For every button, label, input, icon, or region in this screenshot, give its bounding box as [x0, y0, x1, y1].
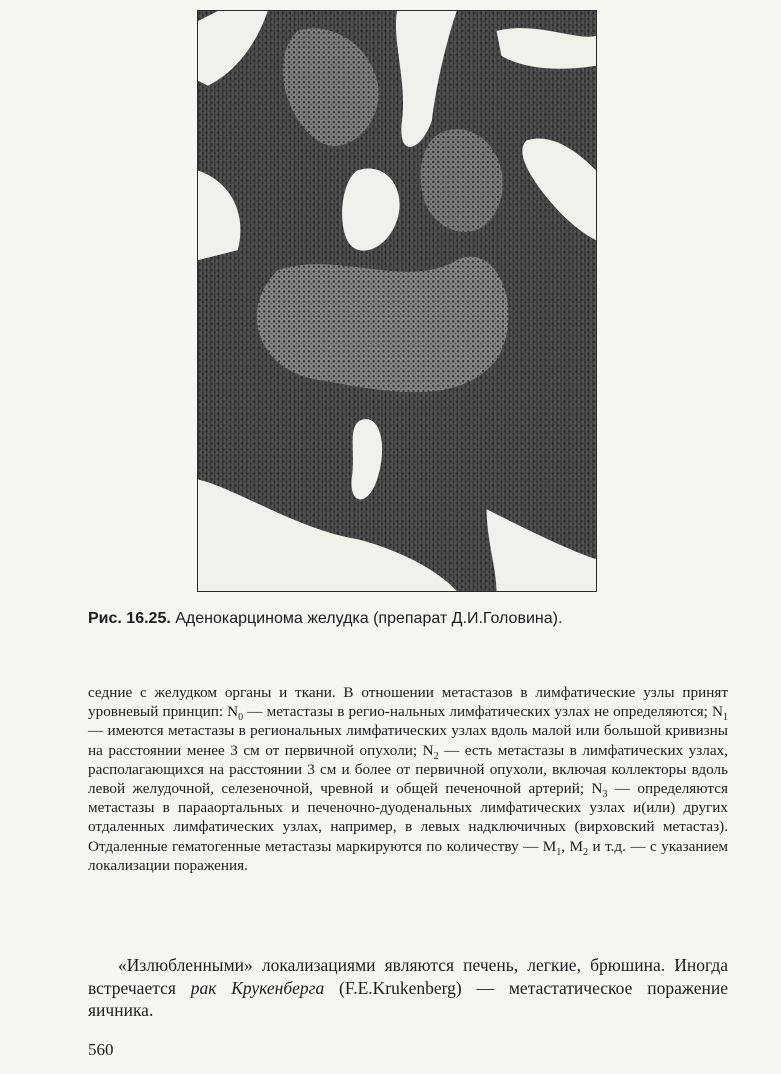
figure-caption	[88, 609, 708, 629]
para1-text-2: — метастазы в регио-нальных лимфатических узлах не определяются; N	[243, 703, 723, 721]
body-paragraph-metastases	[88, 683, 728, 875]
para1-text-6: , M	[561, 837, 584, 855]
para1-text-7: и т.д. — с указанием локализации поражения.	[88, 837, 729, 874]
para1-text-4: — есть метастазы в лимфатических узлах, располагающихся на расстоянии 3 см и более от первичной опухоли, включая коллекторы вдоль левой желудочной, селезеночной, чревной и общей печеночной артерий; N	[88, 741, 728, 798]
body-paragraph-localization	[88, 954, 728, 1022]
para1-sub-3: 3	[602, 789, 608, 801]
para1-sub-m1: 1	[556, 846, 562, 858]
para1-text-3: — имеются метастазы в региональных лимфатических узлах вдоль малой или большой кривизны на расстоянии менее 3 см от первичной опухоли; N	[88, 722, 728, 759]
para1-sub-2: 2	[433, 750, 439, 762]
para2-text-1: «Излюбленными» локализациями являются печень, легкие, брюшина. Иногда встречается	[88, 955, 728, 998]
para2-text-2: (F.E.Krukenberg) — метастатическое поражение яичника.	[88, 977, 728, 1020]
page-number: 560	[88, 1040, 114, 1059]
para1-sub-0: 0	[238, 712, 244, 724]
para1-sub-m2: 2	[583, 846, 589, 858]
para1-text-1: седние с желудком органы и ткани. В отношении метастазов в лимфатические узлы принят уровневый принцип: N	[88, 684, 728, 721]
micrograph-image	[197, 10, 597, 592]
figure-caption-text: Аденокарцинома желудка (препарат Д.И.Головина).	[170, 610, 563, 627]
para1-sub-1: 1	[723, 712, 728, 724]
para1-text-5: — определяются метастазы в парааортальных и печеночно-дуоденальных лимфатических узлах и(или) других отдаленных лимфатических узлах, например, в левых надключичных (вирховский метастаз). Отдаленные гематогенные метастазы маркируются по количеству — M	[88, 780, 728, 855]
micrograph-illustration	[198, 11, 596, 591]
figure-label: Рис. 16.25.	[88, 610, 171, 627]
para2-italic-term: рак Крукенберга	[190, 977, 325, 998]
